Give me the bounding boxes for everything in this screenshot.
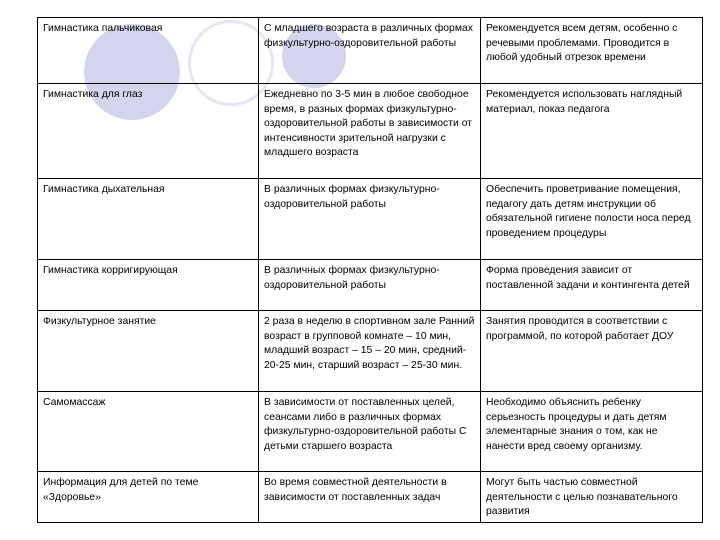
activity-timing-cell: В различных формах физкультурно-оздоровительной работы [259, 179, 481, 260]
activity-timing-cell: С младшего возраста в различных формах физкультурно-оздоровительной работы [259, 18, 481, 84]
activity-timing-cell: Во время совместной деятельности в зависимости от поставленных задач [259, 472, 481, 523]
activity-timing-cell: 2 раза в неделю в спортивном зале Ранний возраст в групповой комнате – 10 мин, младший возраст – 15 – 20 мин, средний- 20-25 мин, старший возраст – 25-30 мин. [259, 311, 481, 392]
table-row [38, 18, 703, 84]
activity-notes-cell: Рекомендуется использовать наглядный материал, показ педагога [481, 84, 703, 179]
activity-name-cell: Самомассаж [38, 392, 259, 472]
table-row [38, 472, 703, 523]
activity-name-cell: Гимнастика пальчиковая [38, 18, 259, 84]
activity-timing-cell: В зависимости от поставленных целей, сеансами либо в различных формах физкультурно-оздоровительной работы С детьми старшего возраста [259, 392, 481, 472]
activity-name-cell: Гимнастика дыхательная [38, 179, 259, 260]
table-row [38, 84, 703, 179]
table-row [38, 179, 703, 260]
health-activities-table [37, 17, 703, 523]
table-row [38, 311, 703, 392]
activity-notes-cell: Рекомендуется всем детям, особенно с речевыми проблемами. Проводится в любой удобный отрезок времени [481, 18, 703, 84]
table-row [38, 392, 703, 472]
activity-name-cell: Гимнастика корригирующая [38, 260, 259, 311]
activity-name-cell: Информация для детей по теме «Здоровье» [38, 472, 259, 523]
table-row [38, 260, 703, 311]
activity-name-cell: Гимнастика для глаз [38, 84, 259, 179]
activity-timing-cell: Ежедневно по 3-5 мин в любое свободное время, в разных формах физкультурно-оздоровительной работы в зависимости от интенсивности зрительной нагрузки с младшего возраста [259, 84, 481, 179]
activity-timing-cell: В различных формах физкультурно-оздоровительной работы [259, 260, 481, 311]
activity-notes-cell: Необходимо объяснить ребенку серьезность процедуры и дать детям элементарные знания о том, как не нанести вред своему организму. [481, 392, 703, 472]
activity-notes-cell: Занятия проводится в соответствии с программой, по которой работает ДОУ [481, 311, 703, 392]
activity-name-cell: Физкультурное занятие [38, 311, 259, 392]
activity-notes-cell: Обеспечить проветривание помещения, педагогу дать детям инструкции об обязательной гигиене полости носа перед проведением процедуры [481, 179, 703, 260]
activity-notes-cell: Форма проведения зависит от поставленной задачи и контингента детей [481, 260, 703, 311]
activity-notes-cell: Могут быть частью совместной деятельности с целью познавательного развития [481, 472, 703, 523]
